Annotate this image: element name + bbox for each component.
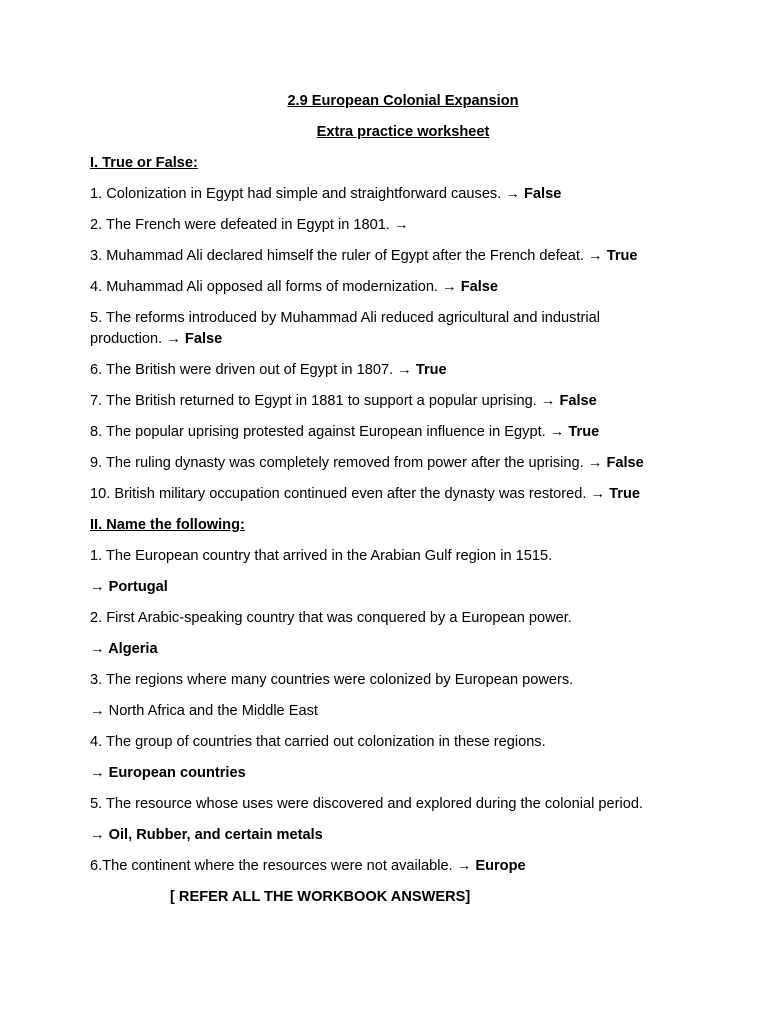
tf-answer: True <box>415 362 447 378</box>
worksheet-subtitle: Extra practice worksheet <box>316 124 490 140</box>
tf-item <box>90 422 690 442</box>
tf-question: 10. British military occupation continued even after the dynasty was restored. → <box>90 486 606 502</box>
tf-item <box>90 277 690 297</box>
tf-question: production. → <box>90 331 181 347</box>
name-answer: → European countries <box>90 765 246 781</box>
name-question: 3. The regions where many countries were colonized by European powers. <box>90 672 574 688</box>
name-item <box>90 856 690 876</box>
tf-question: 1. Colonization in Egypt had simple and straightforward causes. → <box>90 186 520 202</box>
name-question: 1. The European country that arrived in the Arabian Gulf region in 1515. <box>90 548 553 564</box>
tf-answer: False <box>184 331 223 347</box>
tf-answer: True <box>568 424 600 440</box>
tf-item-continued <box>90 329 690 349</box>
tf-item <box>90 360 690 380</box>
tf-answer: True <box>606 248 638 264</box>
tf-item <box>90 391 690 411</box>
name-question: 2. First Arabic-speaking country that was conquered by a European power. <box>90 610 572 626</box>
name-answer: Europe <box>475 858 526 874</box>
tf-question: 6. The British were driven out of Egypt in 1807. → <box>90 362 412 378</box>
tf-item <box>90 484 690 504</box>
name-question: 4. The group of countries that carried out colonization in these regions. <box>90 734 546 750</box>
tf-question: 7. The British returned to Egypt in 1881 to support a popular uprising. → <box>90 393 556 409</box>
section2-heading: II. Name the following: <box>90 517 245 533</box>
name-answer: → North Africa and the Middle East <box>90 703 318 719</box>
tf-question: 3. Muhammad Ali declared himself the ruler of Egypt after the French defeat. → <box>90 248 603 264</box>
tf-item <box>90 184 690 204</box>
tf-answer: False <box>559 393 597 409</box>
tf-question: 8. The popular uprising protested against European influence in Egypt. → <box>90 424 565 440</box>
tf-answer: False <box>524 186 562 202</box>
name-question: 5. The resource whose uses were discovered and explored during the colonial period. <box>90 796 644 812</box>
name-answer: → Oil, Rubber, and certain metals <box>90 827 323 843</box>
name-answer: → Portugal <box>90 579 168 595</box>
tf-item <box>90 308 690 328</box>
tf-question: 9. The ruling dynasty was completely removed from power after the uprising. → <box>90 455 603 471</box>
tf-item <box>90 453 690 473</box>
worksheet-title: 2.9 European Colonial Expansion <box>287 93 519 109</box>
tf-answer: False <box>606 455 644 471</box>
footer-note: [ REFER ALL THE WORKBOOK ANSWERS] <box>170 889 471 905</box>
tf-item <box>90 215 690 235</box>
name-question: 6.The continent where the resources were not available. → <box>90 858 472 874</box>
tf-question: 5. The reforms introduced by Muhammad Ali reduced agricultural and industrial <box>90 310 600 326</box>
tf-answer: False <box>460 279 499 295</box>
tf-answer: True <box>609 486 640 502</box>
tf-item <box>90 246 690 266</box>
section1-heading: I. True or False: <box>90 155 198 171</box>
tf-question: 4. Muhammad Ali opposed all forms of modernization. → <box>90 279 457 295</box>
name-answer: → Algeria <box>90 641 158 657</box>
tf-question: 2. The French were defeated in Egypt in 1801. → <box>90 217 409 233</box>
